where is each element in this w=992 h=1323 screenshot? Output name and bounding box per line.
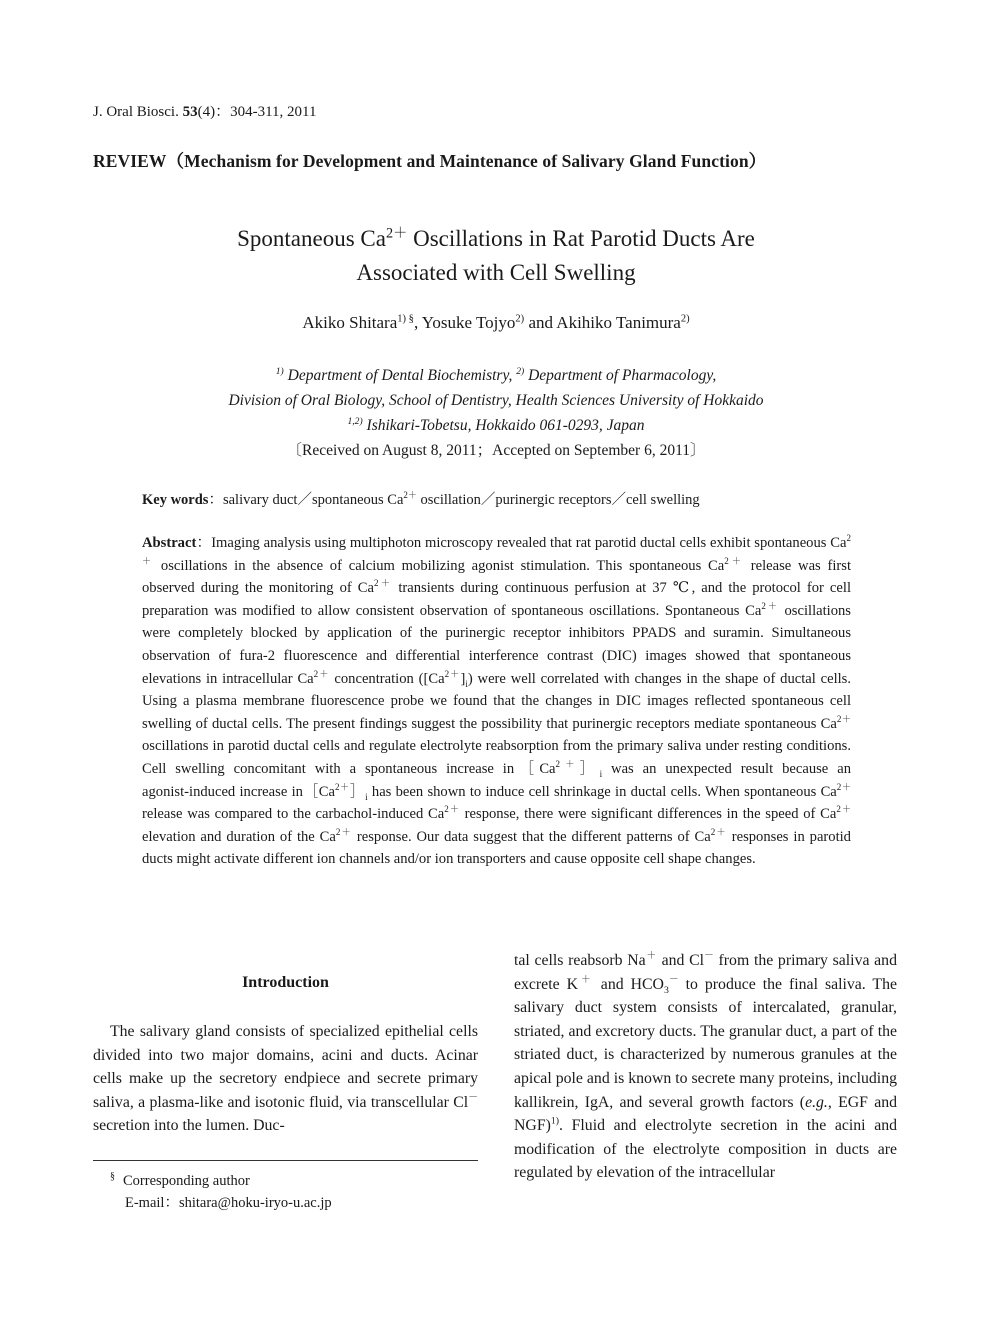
affiliation-line: Division of Oral Biology, School of Dentistry, Health Sciences University of Hokkaido [228, 392, 764, 409]
article-title: Spontaneous $Ca^{2+}$ Oscillations in Rat Parotid Ducts Are Associated with Cell Swelling [237, 225, 755, 285]
keywords: Key words：salivary duct／spontaneous $Ca^{2+}$ oscillation／purinergic receptors／cell swelling [142, 490, 700, 508]
author-list: Akiko Shitara$^{1) \S}$, Yosuke Tojyo$^{2)}$ and Akihiko Tanimura$^{2)}$ [302, 313, 690, 332]
footnote-email: E‑mail：shitara@hoku‑iryo‑u.ac.jp [125, 1194, 332, 1211]
author-name: Akiko Shitara [302, 313, 398, 332]
footnote [110, 1166, 332, 1214]
right-column-text: tal cells reabsorb Na＋ and Cl－ from the primary saliva and excrete K＋ and $HCO_3^-$ to produce the final saliva. The salivary duct system consists of intercalated, granular, striated, and excretory ducts. The granular duct, a part of the striated duct, is characterized by numerous granules at the apical pole and is known to secrete many proteins, including kallikrein, IgA, and several growth factors (e.g., EGF and NGF)$^{1)}$. Fluid and electrolyte secretion in the acini and modification of the electrolyte composition in ducts are regulated by elevation of the intracellular [514, 950, 898, 1182]
footnote-divider [93, 1160, 478, 1161]
footnote-corresponding: § Corresponding author [110, 1171, 250, 1189]
keywords-label: Key words [142, 492, 209, 508]
affiliation-line: $^{1)}$ Department of Dental Biochemistry, $^{2)}$ Department of Pharmacology, [275, 365, 717, 384]
journal-issue-pages: (4)：304‑311, 2011 [197, 104, 317, 120]
introduction-paragraph: The salivary gland consists of specialized epithelial cells divided into two major domains, acini and ducts. Acinar cells make up the secretory endpiece and secrete primary saliva, a plasma‑like and isotonic fluid, via transcellular Cl－ secretion into the lumen. Duc‑ [93, 1023, 478, 1135]
author-name: and Akihiko Tanimura [524, 313, 681, 332]
author-name: , Yosuke Tojyo [413, 313, 516, 332]
affiliations [96, 363, 896, 463]
received-dates: 〔Received on August 8, 2011；Accepted on September 6, 2011〕 [286, 442, 706, 459]
section-heading: REVIEW（Mechanism for Development and Maintenance of Salivary Gland Function） [93, 151, 767, 171]
introduction-heading: Introduction [242, 974, 329, 991]
abstract-label: Abstract [142, 535, 197, 551]
journal-name: J. Oral Biosci. [93, 104, 179, 120]
journal-citation [93, 100, 316, 121]
journal-volume: 53 [182, 104, 198, 120]
affiliation-line: $^{1,2)}$ Ishikari‑Tobetsu, Hokkaido 061‑0293, Japan [347, 415, 645, 434]
abstract: Abstract：Imaging analysis using multiphoton microscopy revealed that rat parotid ductal cells exhibit spontaneous $Ca^{2+}$ oscillations in the absence of calcium mobilizing agonist stimulation. This spontaneous $Ca^{2+}$ release was first observed during the monitoring of $Ca^{2+}$ transients during continuous perfusion at 37 ℃, and the protocol for cell preparation was modified to allow consistent observation of spontaneous oscillations. Spontaneous $Ca^{2+}$ oscillations were completely blocked by application of the purinergic receptor inhibitors PPADS and suramin. Simultaneous observation of fura‑2 fluorescence and differential interference contrast (DIC) images showed that spontaneous elevations in intracellular $Ca^{2+}$ concentration $([Ca^{2+}]_i)$ were well correlated with changes in the shape of ductal cells. Using a plasma membrane fluorescence probe we found that the changes in DIC images reflected spontaneous cell swelling of ductal cells. The present findings suggest the possibility that purinergic receptors mediate spontaneous $Ca^{2+}$ oscillations in parotid ductal cells and regulate electrolyte reabsorption from the primary saliva under resting conditions. Cell swelling concomitant with a spontaneous increase $in[Ca^{2+}]_i$ was an unexpected result because an agonist‑induced increase $in[Ca^{2+}]_i$ has been shown to induce cell shrinkage in ductal cells. When spontaneous $Ca^{2+}$ release was compared to the carbachol‑induced $Ca^{2+}$ response, there were significant differences in the speed of $Ca^{2+}$ elevation and duration of the $Ca^{2+}$ response. Our data suggest that the different patterns of $Ca^{2+}$ responses in parotid ducts might activate different ion channels and/or ion transporters and cause opposite cell shape changes. [142, 533, 852, 868]
